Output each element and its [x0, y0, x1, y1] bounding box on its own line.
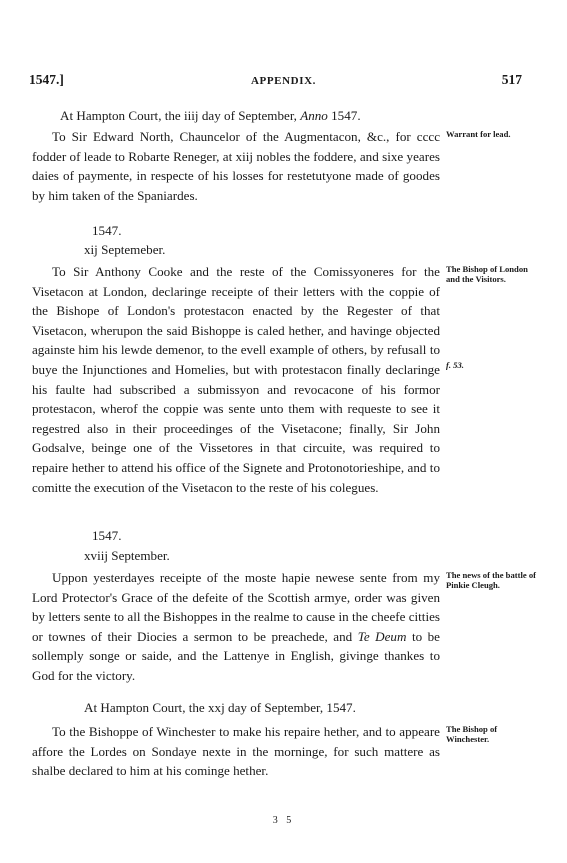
entry2-year: 1547. [92, 223, 122, 238]
entry2-folio-note: f. 53. [446, 360, 464, 370]
entry4-margin-note: The Bishop of Winchester. [446, 724, 498, 744]
entry4-body [32, 722, 440, 781]
entry4-heading: At Hampton Court, the xxj day of September, 1547. [84, 700, 356, 715]
entry2-body [32, 262, 440, 497]
entry2-paragraph: To Sir Anthony Cooke and the reste of the Comissyoneres for the Visetacon at London, declaringe receipte of their letters with the coppie of the Bishope of London's protestacon enacted by the Regester of that Visetacon, wherupon the said Bishoppe is caled hether, and havinge objected againste him his lewde demenor, to the evell example of others, by refusall to buye the Injunctiones and Homelies, but with protestacon finally declaringe his faulte had subscribed a submissyon and revocacone of his formor protestacon, wherof the coppie was sente unto them with requeste to see it regestred also in their proceedinges of the Visetacone; finally, Sir John Godsalve, beinge one of the Vissetores in that circuite, was required to repaire hether to attend his office of the Signete and Protonotorieshipe, and to comitte the execution of the Visetacon to the reste of his colegues. [32, 264, 440, 495]
entry1-body [32, 127, 440, 205]
entry3-body [32, 568, 440, 686]
header-title: APPENDIX. [251, 75, 316, 87]
entry3-date: xviij September. [84, 548, 170, 563]
entry2-date: xij Septemeber. [84, 242, 166, 257]
entry1-heading [60, 106, 361, 126]
entry1-heading-year: 1547. [327, 108, 361, 123]
entry1-heading-anno: Anno [300, 108, 328, 123]
entry3-text-end: to be sollemply songe or saide, and the Lattenye in English, givinge thankes to God for the victory. [32, 628, 440, 683]
entry3-te-deum: Te Deum [357, 628, 407, 644]
entry3-paragraph [32, 568, 440, 686]
entry1-margin-note: Warrant for lead. [446, 129, 511, 139]
entry2-margin-note: The Bishop of London and the Visitors. [446, 264, 528, 284]
entry3-margin-note: The news of the battle of Pinkie Cleugh. [446, 570, 536, 590]
entry3-text: Uppon yesterdayes receipte of the moste hapie newese sente from my Lord Protector's Grace of the defeite of the Scottish armye, order was given by letters sente to all the Bishoppes in the realme to cause in the cheefe citties or townes of their Diocies a sermon to be preachede, and [32, 570, 440, 644]
entry3-year: 1547. [92, 528, 122, 543]
entry1-paragraph: To Sir Edward North, Chauncelor of the Augmentacon, &c., for cccc fodder of leade to Robarte Reneger, at xiij nobles the foddere, and sixe yeares daies of paymente, in respecte of his losses for restetutyone made of goodes by him taken of the Spaniardes. [32, 129, 440, 203]
page-number: 517 [501, 72, 522, 87]
header-year: 1547.] [29, 72, 64, 87]
entry4-paragraph: To the Bishoppe of Winchester to make his repaire hether, and to appeare affore the Lordes on Sondaye nexte in the morninge, for such mattere as shalbe declared to him at his cominge hether. [32, 724, 440, 779]
entry1-heading-text: At Hampton Court, the iiij day of September, [60, 108, 301, 123]
signature-mark: 3 5 [272, 815, 295, 826]
